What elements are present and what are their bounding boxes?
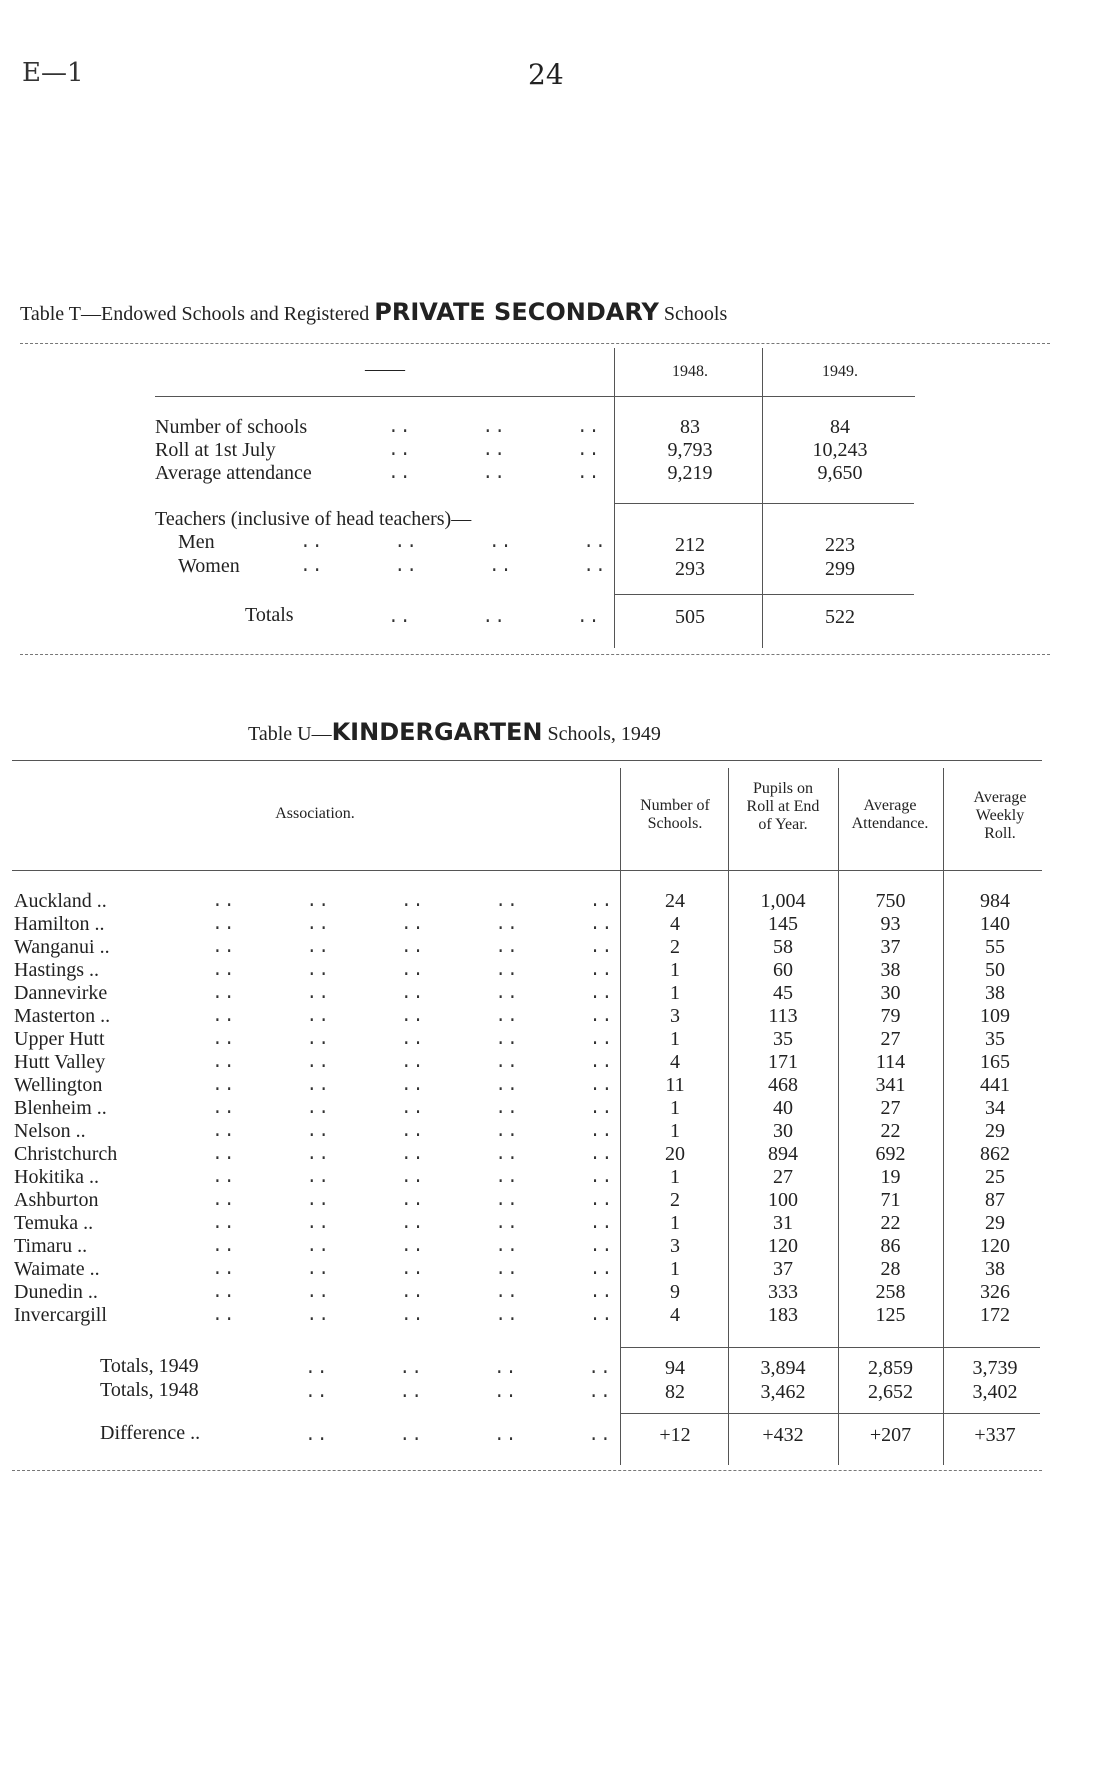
- leader-dots: .. .. ..: [388, 418, 601, 438]
- cell-schools: 24: [665, 890, 685, 912]
- table-t-value: 299: [825, 558, 855, 580]
- cell-schools: 1: [670, 1097, 680, 1119]
- cell-attendance: 19: [880, 1166, 901, 1188]
- leader-dots: .. .. ..: [388, 464, 601, 484]
- association-name: Hokitika ..: [14, 1166, 99, 1188]
- cell-weekly: 29: [985, 1120, 1005, 1142]
- association-name: Wellington: [14, 1074, 103, 1096]
- cell-schools: 1: [670, 982, 680, 1004]
- cell-schools: 4: [670, 1304, 680, 1326]
- association-name: Hutt Valley: [14, 1051, 106, 1073]
- cell-weekly: 165: [980, 1051, 1010, 1073]
- leader-dots: .. .. .. .. ..: [212, 1053, 614, 1073]
- table-t-value: 84: [830, 416, 850, 438]
- table-u-bottom-rule: [12, 1470, 1042, 1471]
- cell-schools: 20: [665, 1143, 685, 1165]
- cell-pupils: 45: [773, 982, 793, 1004]
- table-t-value: 9,650: [817, 462, 863, 484]
- cell-attendance: 71: [880, 1189, 901, 1211]
- table-u-total-value: 3,402: [972, 1381, 1018, 1403]
- leader-dots: .. .. .. ..: [300, 533, 607, 553]
- leader-dots: .. .. ..: [388, 608, 601, 628]
- leader-dots: .. .. .. .. ..: [212, 938, 614, 958]
- cell-attendance: 38: [880, 959, 901, 981]
- cell-attendance: 79: [880, 1005, 901, 1027]
- cell-weekly: 50: [985, 959, 1005, 981]
- leader-dots: .. .. .. .. ..: [212, 1306, 614, 1326]
- page-reference: E—1: [22, 58, 84, 88]
- cell-weekly: 35: [985, 1028, 1005, 1050]
- cell-weekly: 87: [985, 1189, 1005, 1211]
- cell-attendance: 28: [880, 1258, 901, 1280]
- table-t-header-1949: 1949.: [822, 363, 858, 380]
- table-u-difference-rule: [620, 1413, 1040, 1414]
- table-u-total-value: 94: [665, 1357, 685, 1379]
- leader-dots: .. .. .. .. ..: [212, 1099, 614, 1119]
- table-u-total-value: 3,462: [760, 1381, 806, 1403]
- table-t-row-label: Average attendance: [155, 462, 312, 484]
- table-t-header-rule: [155, 396, 915, 397]
- table-t-header-1948: 1948.: [672, 363, 708, 380]
- table-t-teachers-heading: Teachers (inclusive of head teachers)—: [155, 508, 472, 530]
- table-t-totals-rule: [614, 594, 914, 595]
- cell-attendance: 750: [875, 890, 906, 912]
- cell-pupils: 120: [768, 1235, 798, 1257]
- cell-pupils: 183: [768, 1304, 798, 1326]
- association-name: Blenheim ..: [14, 1097, 107, 1119]
- cell-pupils: 113: [768, 1005, 798, 1027]
- cell-pupils: 58: [773, 936, 793, 958]
- cell-pupils: 468: [768, 1074, 798, 1096]
- leader-dots: .. .. .. ..: [300, 557, 607, 577]
- cell-weekly: 140: [980, 913, 1010, 935]
- leader-dots: .. .. .. .. ..: [212, 1168, 614, 1188]
- cell-schools: 2: [670, 936, 680, 958]
- leader-dots: .. .. .. .. ..: [212, 1260, 614, 1280]
- cell-pupils: 35: [773, 1028, 793, 1050]
- table-u-col-divider-4: [943, 768, 944, 1465]
- leader-dots: .. .. .. .. ..: [212, 1191, 614, 1211]
- table-t-value: 505: [675, 606, 705, 628]
- table-u-difference-value: +12: [659, 1424, 691, 1446]
- cell-attendance: 27: [880, 1028, 901, 1050]
- leader-dots: .. .. .. .. ..: [212, 915, 614, 935]
- cell-weekly: 326: [980, 1281, 1010, 1303]
- cell-schools: 1: [670, 1028, 680, 1050]
- association-name: Invercargill: [14, 1304, 107, 1326]
- leader-dots: .. .. .. ..: [305, 1426, 612, 1446]
- cell-schools: 4: [670, 1051, 680, 1073]
- table-t-title-suffix: Schools: [658, 303, 728, 325]
- cell-schools: 11: [665, 1074, 685, 1096]
- cell-weekly: 862: [980, 1143, 1010, 1165]
- table-u-col-divider-2: [728, 768, 729, 1465]
- association-name: Nelson ..: [14, 1120, 86, 1142]
- table-u-totals-label: Totals, 1949: [100, 1355, 199, 1377]
- cell-pupils: 30: [773, 1120, 793, 1142]
- leader-dots: .. .. .. .. ..: [212, 1122, 614, 1142]
- cell-schools: 9: [670, 1281, 680, 1303]
- cell-attendance: 22: [880, 1120, 901, 1142]
- cell-attendance: 341: [875, 1074, 906, 1096]
- cell-attendance: 30: [880, 982, 901, 1004]
- table-t-value: 9,793: [667, 439, 713, 461]
- cell-pupils: 27: [773, 1166, 793, 1188]
- cell-pupils: 31: [773, 1212, 793, 1234]
- cell-attendance: 114: [875, 1051, 906, 1073]
- leader-dots: .. .. .. ..: [305, 1359, 612, 1379]
- leader-dots: .. .. .. .. ..: [212, 1145, 614, 1165]
- table-u-header-attendance: Average Attendance.: [851, 797, 929, 832]
- cell-attendance: 27: [880, 1097, 901, 1119]
- cell-schools: 1: [670, 1120, 680, 1142]
- table-t-row-label: Women: [178, 555, 240, 577]
- cell-attendance: 258: [875, 1281, 906, 1303]
- cell-attendance: 37: [880, 936, 901, 958]
- cell-weekly: 38: [985, 982, 1005, 1004]
- table-t-row-label: Men: [178, 531, 215, 553]
- table-t-totals-label: Totals: [245, 604, 294, 626]
- table-u-totals-rule: [620, 1347, 1040, 1348]
- leader-dots: .. .. .. .. ..: [212, 984, 614, 1004]
- table-u-title: [248, 718, 661, 746]
- table-u-header-rule: [12, 870, 1042, 871]
- leader-dots: .. .. .. .. ..: [212, 1030, 614, 1050]
- cell-schools: 2: [670, 1189, 680, 1211]
- leader-dots: .. .. .. .. ..: [212, 1076, 614, 1096]
- cell-schools: 1: [670, 1212, 680, 1234]
- leader-dots: .. .. .. .. ..: [212, 892, 614, 912]
- association-name: Temuka ..: [14, 1212, 94, 1234]
- table-u-total-value: 82: [665, 1381, 685, 1403]
- cell-attendance: 86: [880, 1235, 901, 1257]
- leader-dots: .. .. .. .. ..: [212, 1283, 614, 1303]
- table-t-value: 10,243: [812, 439, 868, 461]
- table-u-title-bold: KINDERGARTEN: [331, 718, 543, 746]
- table-t-blank-header: ——: [365, 358, 405, 380]
- leader-dots: .. .. .. ..: [305, 1383, 612, 1403]
- cell-weekly: 29: [985, 1212, 1005, 1234]
- table-u-total-value: 2,859: [868, 1357, 913, 1379]
- table-t-title-bold: PRIVATE SECONDARY: [374, 298, 659, 326]
- cell-pupils: 171: [768, 1051, 798, 1073]
- table-t-row-label: Number of schools: [155, 416, 308, 438]
- table-u-top-rule: [12, 760, 1042, 761]
- cell-weekly: 109: [980, 1005, 1010, 1027]
- association-name: Upper Hutt: [14, 1028, 105, 1050]
- association-name: Dunedin ..: [14, 1281, 98, 1303]
- cell-weekly: 441: [980, 1074, 1010, 1096]
- table-u-total-value: 2,652: [868, 1381, 913, 1403]
- association-name: Masterton ..: [14, 1005, 111, 1027]
- cell-attendance: 692: [875, 1143, 906, 1165]
- table-u-total-value: 3,894: [760, 1357, 806, 1379]
- cell-pupils: 37: [773, 1258, 793, 1280]
- association-name: Hamilton ..: [14, 913, 105, 935]
- table-u-header-weekly: Average Weekly Roll.: [973, 789, 1027, 842]
- cell-weekly: 55: [985, 936, 1005, 958]
- cell-pupils: 40: [773, 1097, 793, 1119]
- table-u-total-value: 3,739: [972, 1357, 1018, 1379]
- cell-schools: 1: [670, 959, 680, 981]
- table-t-row-label: Roll at 1st July: [155, 439, 276, 461]
- table-u-difference-value: +207: [869, 1424, 912, 1446]
- cell-attendance: 125: [875, 1304, 906, 1326]
- leader-dots: .. .. .. .. ..: [212, 1237, 614, 1257]
- table-t-col-divider-1: [614, 348, 615, 648]
- table-u-difference-value: +432: [762, 1424, 804, 1446]
- association-name: Auckland ..: [14, 890, 107, 912]
- association-name: Waimate ..: [14, 1258, 100, 1280]
- cell-schools: 4: [670, 913, 680, 935]
- table-u-col-divider-1: [620, 768, 621, 1465]
- cell-weekly: 38: [985, 1258, 1005, 1280]
- association-name: Wanganui ..: [14, 936, 110, 958]
- cell-weekly: 120: [980, 1235, 1010, 1257]
- table-t-value: 522: [825, 606, 855, 628]
- association-name: Hastings ..: [14, 959, 99, 981]
- table-t-value: 9,219: [667, 462, 713, 484]
- leader-dots: .. .. .. .. ..: [212, 1007, 614, 1027]
- leader-dots: .. .. .. .. ..: [212, 1214, 614, 1234]
- table-t-mid-rule: [614, 503, 914, 504]
- cell-weekly: 172: [980, 1304, 1010, 1326]
- table-u-col-divider-3: [838, 768, 839, 1465]
- table-t-title-prefix: Table T—Endowed Schools and Registered: [20, 303, 375, 325]
- table-t-value: 223: [825, 534, 855, 556]
- association-name: Christchurch: [14, 1143, 118, 1165]
- table-t-value: 212: [675, 534, 705, 556]
- cell-schools: 3: [670, 1005, 680, 1027]
- table-u-header-schools: Number of Schools.: [640, 797, 710, 832]
- cell-weekly: 984: [980, 890, 1010, 912]
- cell-schools: 1: [670, 1166, 680, 1188]
- cell-pupils: 100: [768, 1189, 798, 1211]
- table-t-col-divider-2: [762, 348, 763, 648]
- cell-weekly: 34: [985, 1097, 1005, 1119]
- table-t-top-rule: [20, 343, 1050, 344]
- table-u-difference-value: +337: [974, 1424, 1016, 1446]
- table-t-title: [20, 298, 727, 326]
- association-name: Ashburton: [14, 1189, 99, 1211]
- cell-pupils: 60: [773, 959, 793, 981]
- table-u-header-pupils: Pupils on Roll at End of Year.: [746, 780, 820, 833]
- table-t-bottom-rule: [20, 654, 1050, 655]
- cell-attendance: 93: [880, 913, 901, 935]
- table-u-difference-label: Difference ..: [100, 1422, 201, 1444]
- table-u-title-prefix: Table U—: [248, 723, 332, 745]
- cell-schools: 1: [670, 1258, 680, 1280]
- cell-schools: 3: [670, 1235, 680, 1257]
- table-u-header-association: Association.: [275, 805, 355, 822]
- cell-pupils: 1,004: [760, 890, 806, 912]
- leader-dots: .. .. .. .. ..: [212, 961, 614, 981]
- cell-attendance: 22: [880, 1212, 901, 1234]
- page-number: 24: [528, 58, 564, 91]
- cell-pupils: 333: [768, 1281, 798, 1303]
- table-t-value: 83: [680, 416, 700, 438]
- association-name: Timaru ..: [14, 1235, 88, 1257]
- table-u-title-suffix: Schools, 1949: [542, 723, 661, 745]
- association-name: Dannevirke: [14, 982, 108, 1004]
- leader-dots: .. .. ..: [388, 441, 601, 461]
- cell-weekly: 25: [985, 1166, 1005, 1188]
- table-t-value: 293: [675, 558, 705, 580]
- table-u-totals-label: Totals, 1948: [100, 1379, 199, 1401]
- cell-pupils: 145: [768, 913, 798, 935]
- cell-pupils: 894: [768, 1143, 798, 1165]
